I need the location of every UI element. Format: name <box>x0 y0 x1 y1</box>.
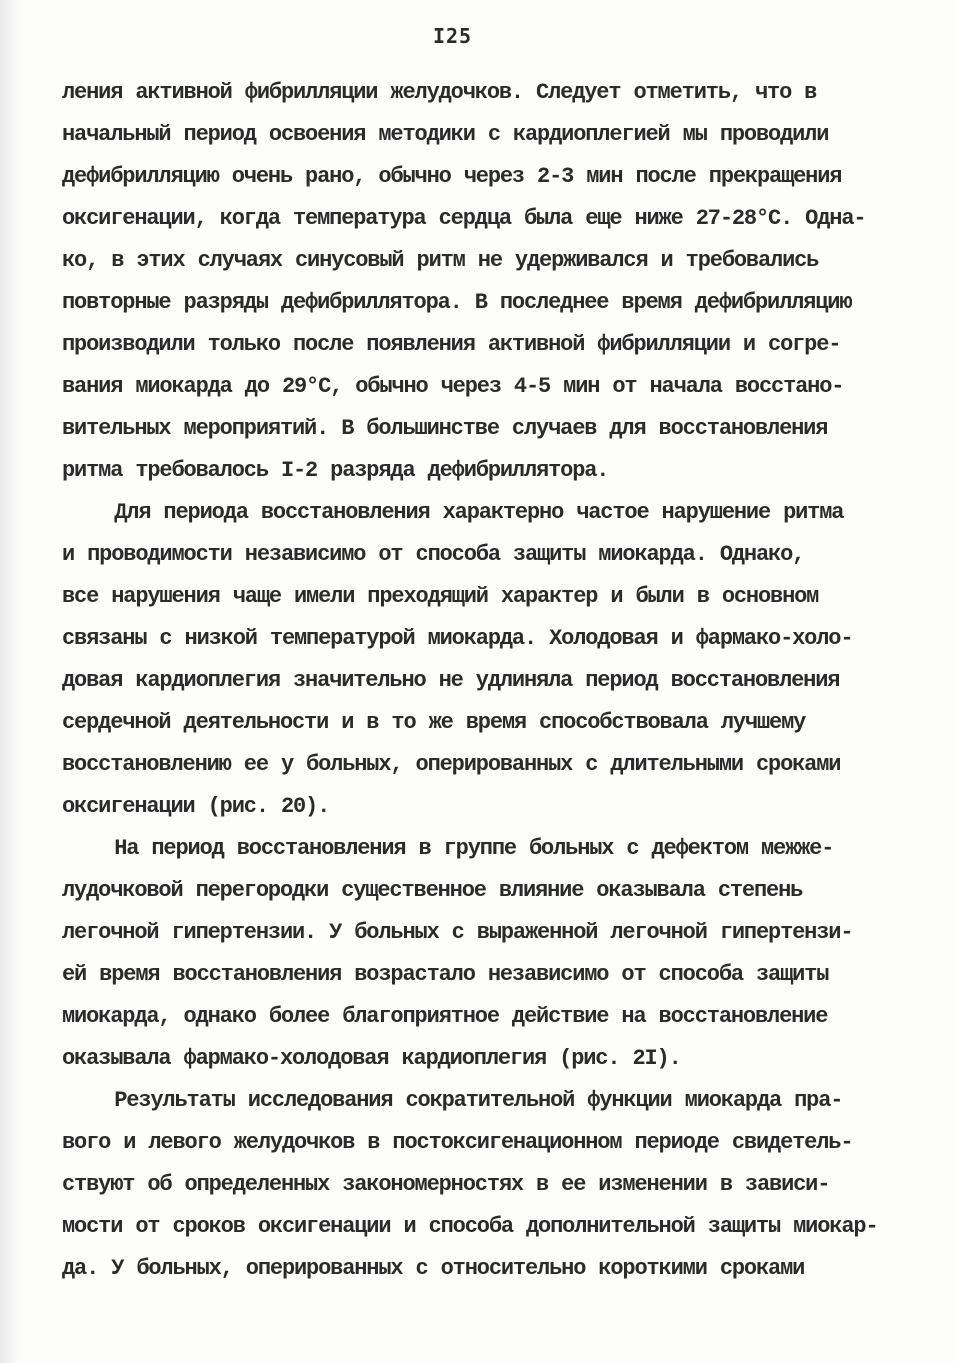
text-line: На период восстановления в группе больных с дефектом межже- <box>62 836 834 861</box>
body-text <box>62 72 902 1290</box>
text-line: Для периода восстановления характерно частое нарушение ритма <box>62 500 844 525</box>
text-line: связаны с низкой температурой миокарда. Холодовая и фармако-холо- <box>62 626 853 651</box>
text-line: производили только после появления активной фибрилляции и согре- <box>62 332 841 357</box>
text-line: Результаты исследования сократительной функции миокарда пра- <box>62 1088 843 1113</box>
text-line: мости от сроков оксигенации и способа дополнительной защиты миокар- <box>62 1214 878 1239</box>
text-line: ритма требовалось I-2 разряда дефибриллятора. <box>62 458 609 483</box>
text-line: миокарда, однако более благоприятное действие на восстановление <box>62 1004 828 1029</box>
text-line: ления активной фибрилляции желудочков. Следует отметить, что в <box>62 80 817 105</box>
text-line: да. У больных, оперированных с относительно короткими сроками <box>62 1256 805 1281</box>
text-line: оксигенации (рис. 20). <box>62 794 330 819</box>
text-line: сердечной деятельности и в то же время способствовала лучшему <box>62 710 806 735</box>
text-line: восстановлению ее у больных, оперированных с длительными сроками <box>62 752 841 777</box>
text-line: лудочковой перегородки существенное влияние оказывала степень <box>62 878 803 903</box>
text-line: дефибрилляцию очень рано, обычно через 2-3 мин после прекращения <box>62 164 842 189</box>
text-line: все нарушения чаще имели преходящий характер и были в основном <box>62 584 819 609</box>
text-line: оказывала фармако-холодовая кардиоплегия (рис. 2I). <box>62 1046 681 1071</box>
text-line: ко, в этих случаях синусовый ритм не удерживался и требовались <box>62 248 819 273</box>
text-line: легочной гипертензии. У больных с выраженной легочной гипертензи- <box>62 920 853 945</box>
text-line: вания миокарда до 29°С, обычно через 4-5 мин от начала восстано- <box>62 374 844 399</box>
page-number: I25 <box>432 24 473 48</box>
text-line: ей время восстановления возрастало независимо от способа защиты <box>62 962 829 987</box>
text-line: повторные разряды дефибриллятора. В последнее время дефибрилляцию <box>62 290 852 315</box>
text-line: и проводимости независимо от способа защиты миокарда. Однако, <box>62 542 805 567</box>
text-line: начальный период освоения методики с кардиоплегией мы проводили <box>62 122 829 147</box>
scan-edge-shadow <box>0 0 22 1363</box>
text-line: ствуют об определенных закономерностях в ее изменении в зависи- <box>62 1172 830 1197</box>
text-line: вительных мероприятий. В большинстве случаев для восстановления <box>62 416 828 441</box>
text-line: вого и левого желудочков в постоксигенационном периоде свидетель- <box>62 1130 853 1155</box>
text-line: довая кардиоплегия значительно не удлиняла период восстановления <box>62 668 840 693</box>
text-line: оксигенации, когда температура сердца была еще ниже 27-28°С. Одна- <box>62 206 866 231</box>
